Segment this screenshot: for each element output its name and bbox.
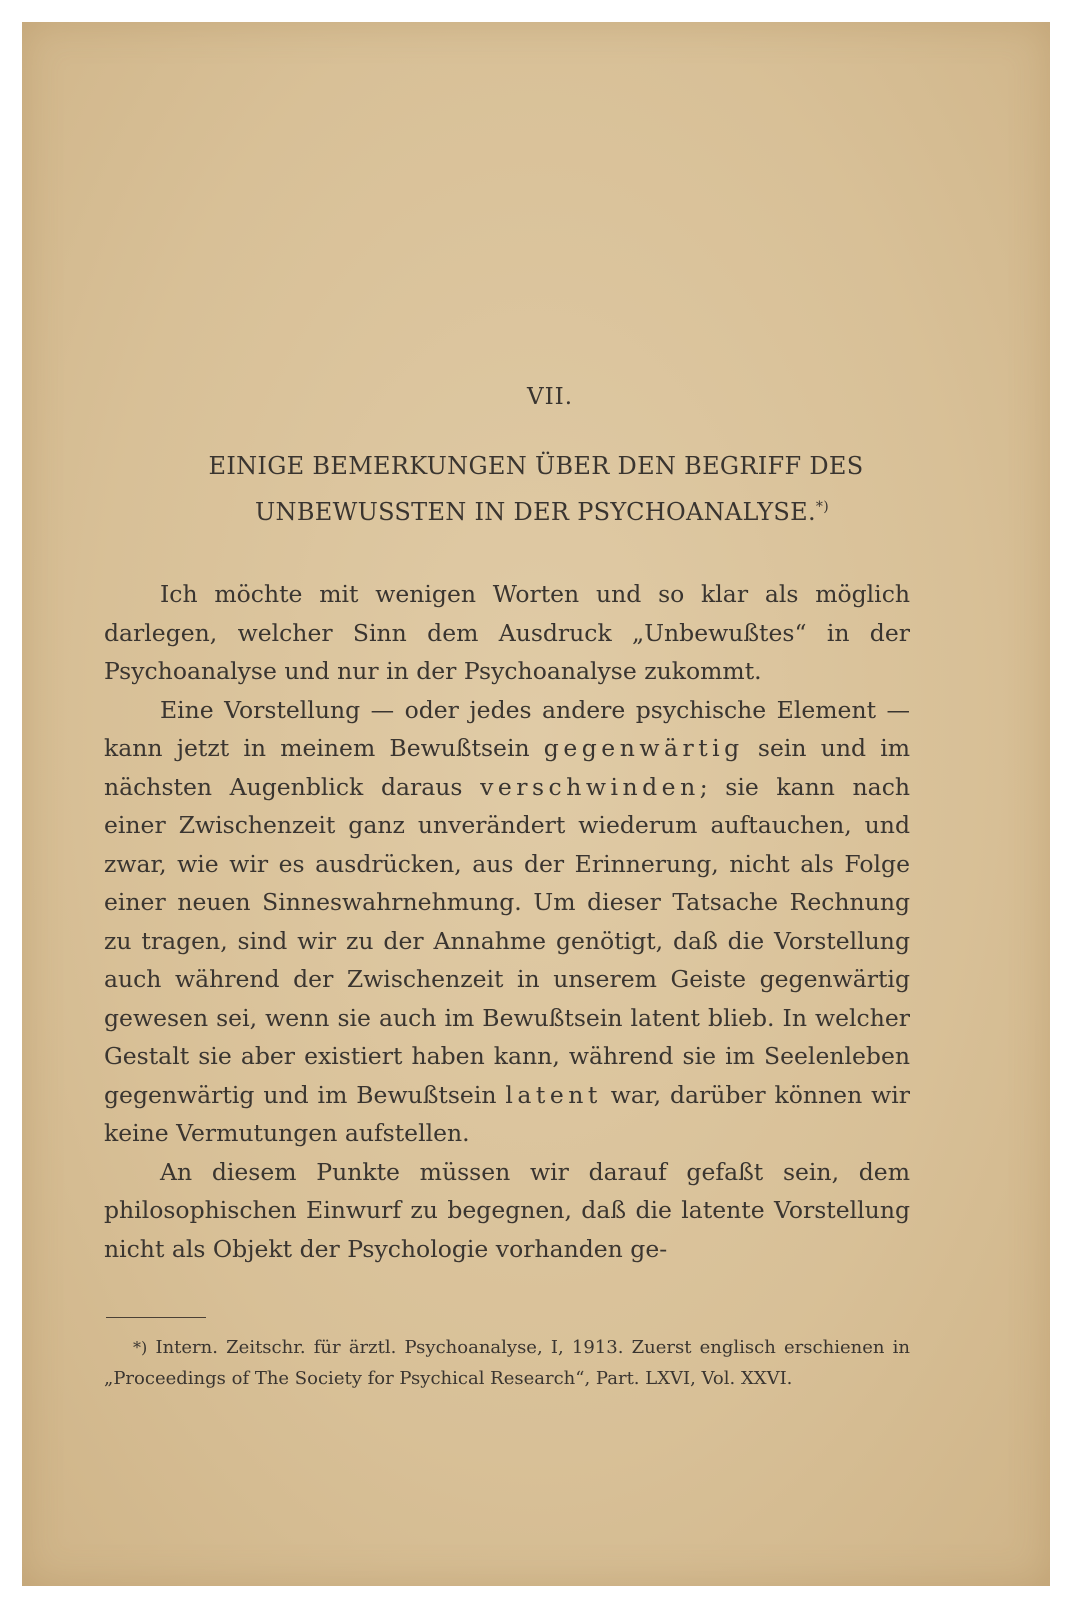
spaced-word-latent: latent xyxy=(505,1080,602,1109)
spaced-word-verschwinden: verschwinden xyxy=(480,772,700,801)
footnote-paragraph xyxy=(104,1332,910,1394)
footnote xyxy=(104,1332,910,1394)
spaced-word-gegenwaertig: gegenwärtig xyxy=(543,734,744,762)
chapter-title-line-2-text: UNBEWUSSTEN IN DER PSYCHOANALYSE. xyxy=(255,498,816,526)
body-text xyxy=(104,575,910,1268)
paragraph-2 xyxy=(104,691,910,1153)
paragraph-2-part-d: war, darüber können wir keine Vermutungen aufstellen. xyxy=(104,1080,910,1147)
title-footnote-marker: *) xyxy=(815,499,829,515)
paragraph-3: An diesem Punkte müssen wir darauf gefaßt sein, dem philosophischen Einwurf zu begegnen, daß die latente Vorstellung nicht als Objekt der Psychologie vorhanden ge- xyxy=(104,1157,910,1263)
paragraph-2-part-a: Eine Vorstellung — oder jedes andere psychische Element — kann jetzt in meinem Bewußtsein xyxy=(104,695,910,762)
footnote-separator xyxy=(106,1317,206,1318)
paragraph-1: Ich möchte mit wenigen Worten und so klar als möglich darlegen, welcher Sinn dem Ausdruck „Unbewußtes“ in der Psychoanalyse und nur in der Psychoanalyse zukommt. xyxy=(104,580,910,685)
chapter-title-line-1: EINIGE BEMERKUNGEN ÜBER DEN BEGRIFF DES xyxy=(208,452,864,480)
paragraph-2-part-b: sein und im nächsten Augenblick daraus xyxy=(104,734,910,801)
chapter-number: VII. xyxy=(526,384,574,410)
chapter-title-line-2 xyxy=(28,498,1056,526)
footnote-marker: *) xyxy=(133,1338,148,1357)
book-page xyxy=(22,22,1050,1586)
footnote-text: Intern. Zeitschr. für ärztl. Psychoanalyse, I, 1913. Zuerst englisch erschienen in „Proceedings of The Society for Psychical Research“, Part. LXVI, Vol. XXVI. xyxy=(104,1337,910,1389)
paragraph-2-part-c: ; sie kann nach einer Zwischenzeit ganz unverändert wiederum auftauchen, und zwar, wie wir es ausdrücken, aus der Erinnerung, nicht als Folge einer neuen Sinneswahrnehmung. Um dieser Tatsache Rechnung zu tragen, sind wir zu der Annahme genötigt, daß die Vorstellung auch während der Zwischenzeit in unserem Geiste gegenwärtig gewesen sei, wenn sie auch im Bewußtsein latent blieb. In welcher Gestalt sie aber existiert haben kann, während sie im Seelenleben gegenwärtig und im Bewußtsein xyxy=(104,772,910,1109)
